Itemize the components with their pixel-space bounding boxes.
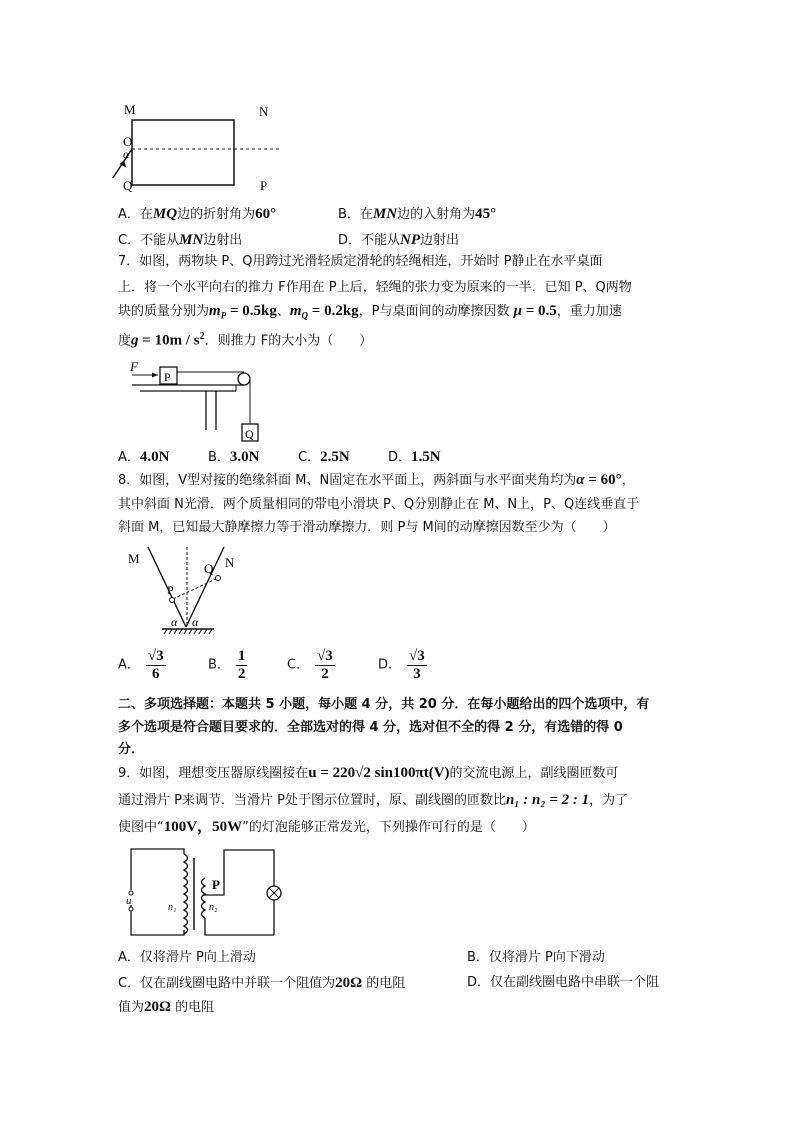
math: m	[289, 303, 302, 319]
option-math: MN	[372, 206, 398, 222]
fraction	[407, 648, 427, 683]
math: = 60°	[584, 472, 622, 488]
q7-option-b[interactable]	[208, 448, 260, 467]
label-P: P	[260, 178, 268, 193]
math: = 0.5	[521, 303, 557, 319]
q8-line-3: 斜面 M，已知最大静摩擦力等于滑动摩擦力．则 P与 M间的动摩擦因数至少为（ ）	[118, 520, 616, 535]
label-Q: Q	[123, 178, 133, 193]
option-label: A．	[118, 450, 140, 465]
figure-pulley-blocks	[118, 358, 258, 440]
denominator: 2	[237, 666, 246, 682]
label-F: F	[130, 359, 138, 374]
option-label: B．	[208, 450, 230, 465]
q7-option-a[interactable]	[118, 448, 170, 467]
q9-option-d[interactable]: D．仅在副线圈电路中串联一个阻	[467, 975, 660, 990]
math: 2	[199, 331, 205, 342]
text: ，P与桌面间的动摩擦因数	[358, 304, 510, 319]
q8-line-1	[118, 471, 635, 490]
figure-refraction-rectangle	[118, 100, 298, 195]
option-text: 边射出	[203, 233, 243, 248]
option-math: MQ	[152, 206, 178, 222]
text: C．仅在副线圈电路中并联一个阻值为	[118, 976, 336, 991]
section-2-heading-line-3: 分．	[118, 742, 145, 757]
text: ”的灯泡能够正常发光，下列操作可行的是（ ）	[242, 820, 535, 835]
math: m	[209, 303, 221, 319]
figure-transformer-circuit	[128, 848, 268, 938]
fraction	[236, 648, 248, 683]
q8-option-c[interactable]	[287, 648, 335, 683]
math: = 0.2kg	[308, 303, 359, 319]
option-text: 边射出	[420, 233, 460, 248]
label-alpha: α	[123, 147, 130, 161]
text: 度	[118, 333, 132, 349]
label-alpha-right: α	[192, 615, 199, 629]
text: 的电阻	[175, 1000, 215, 1015]
q7-option-d[interactable]	[388, 448, 441, 467]
math: α	[576, 472, 585, 488]
option-text: 边的入射角为	[397, 207, 476, 222]
q6-option-a[interactable]	[118, 205, 276, 224]
label-P: P	[212, 877, 220, 892]
label-u: u	[126, 895, 132, 907]
text: 值为	[118, 1000, 145, 1015]
q6-option-d[interactable]	[338, 231, 459, 250]
option-label: C．	[298, 450, 321, 465]
q9-line-1	[118, 764, 619, 783]
label-n2: n₂	[209, 902, 218, 913]
option-value: 1.5N	[411, 449, 441, 465]
text: 8．如图，V型对接的绝缘斜面 M、N固定在水平面上，两斜面与水平面夹角均为	[118, 473, 577, 488]
option-text: 不能从	[361, 233, 401, 248]
option-value: 45°	[475, 206, 497, 222]
q9-option-b[interactable]: B．仅将滑片 P向下滑动	[467, 950, 605, 965]
q8-line-2: 其中斜面 N光滑．两个质量相同的带电小滑块 P、Q分别静止在 M、N上，P、Q连线垂直于	[118, 497, 640, 512]
math: P	[220, 310, 227, 321]
text: ，为了	[589, 793, 629, 808]
q7-line-1: 7．如图，两物块 P、Q用跨过光滑轻质定滑轮的轻绳相连，开始时 P静止在水平桌面	[118, 254, 603, 269]
q7-line-3	[118, 302, 622, 325]
q8-option-a[interactable]	[118, 648, 166, 683]
numerator: 1	[237, 648, 246, 664]
text: ，	[621, 473, 635, 488]
text: ．则推力 F的大小为（ ）	[204, 333, 373, 349]
math: 100V，50W	[163, 819, 243, 835]
q9-line-3	[118, 818, 535, 837]
text: 通过滑片 P来调节．当滑片 P处于图示位置时，原、副线圈的匝数比	[118, 793, 506, 808]
option-label: C．	[287, 657, 310, 673]
option-value: 2.5N	[320, 449, 350, 465]
option-label: D．	[388, 450, 412, 465]
section-2-heading-line-1: 二、多项选择题：本题共 5 小题，每小题 4 分，共 20 分．在每小题给出的四个选项中，有	[118, 697, 650, 712]
label-n1: n₁	[168, 902, 177, 913]
option-value: 60°	[255, 206, 277, 222]
option-math: MN	[179, 232, 204, 248]
option-math: NP	[400, 232, 421, 248]
q6-option-c[interactable]	[118, 231, 242, 250]
option-text: 不能从	[140, 233, 180, 248]
option-label: A．	[118, 657, 140, 673]
numerator: √3	[409, 648, 425, 664]
q6-option-b[interactable]	[338, 205, 496, 224]
q9-line-2	[118, 791, 628, 810]
math: 20Ω	[144, 999, 172, 1015]
numerator: √3	[147, 648, 164, 664]
math: u = 220√2 sin100πt(V)	[308, 765, 450, 781]
option-label: D．	[338, 233, 362, 248]
q9-option-a[interactable]: A．仅将滑片 P向上滑动	[118, 950, 256, 965]
math: Q	[301, 310, 309, 321]
label-N: N	[225, 555, 235, 570]
q8-option-d[interactable]	[378, 648, 427, 683]
q9-option-c[interactable]	[118, 974, 405, 993]
option-label: B．	[338, 207, 360, 222]
label-N: N	[259, 104, 269, 119]
option-text: 边的折射角为	[177, 207, 256, 222]
q8-option-b[interactable]	[208, 648, 247, 683]
label-Q: Q	[245, 427, 254, 441]
math: = 0.5kg	[226, 303, 277, 319]
option-label: D．	[378, 657, 402, 673]
label-alpha-left: α	[171, 615, 178, 629]
label-Q: Q	[204, 561, 214, 576]
option-text: 在	[139, 207, 153, 222]
text: 、	[276, 304, 290, 319]
option-label: B．	[208, 657, 230, 673]
denominator: 6	[152, 666, 160, 682]
text: 的交流电源上，副线圈匝数可	[449, 766, 619, 781]
option-label: A．	[118, 207, 140, 222]
q9-option-d-continued[interactable]	[118, 998, 214, 1017]
numerator: √3	[317, 648, 333, 664]
option-value: 4.0N	[139, 449, 170, 465]
label-M: M	[124, 102, 136, 117]
math: g	[131, 332, 139, 349]
fraction	[146, 648, 166, 683]
option-value: 3.0N	[229, 449, 260, 465]
math: μ	[513, 303, 522, 319]
text: ，重力加速	[556, 304, 622, 319]
q7-line-4	[118, 328, 372, 350]
math: = 10m / s	[138, 332, 200, 349]
label-P: P	[164, 370, 171, 384]
text: 使图中“	[118, 820, 164, 835]
label-O: O	[123, 134, 133, 149]
option-text: 在	[359, 207, 373, 222]
q7-option-c[interactable]	[298, 448, 350, 467]
denominator: 2	[321, 666, 329, 682]
denominator: 3	[413, 666, 421, 682]
section-2-heading-line-2: 多个选项是符合题目要求的．全部选对的得 4 分，选对但不全的得 2 分，有选错的得 0	[118, 720, 623, 735]
text: 的电阻	[366, 976, 406, 991]
math: n₁ : n₂ = 2 : 1	[505, 792, 590, 808]
label-P: P	[167, 583, 174, 597]
q7-line-2: 上．将一个水平向右的推力 F作用在 P上后，轻绳的张力变为原来的一半．已知 P、Q两物	[118, 280, 632, 295]
text: 块的质量分别为	[118, 304, 210, 319]
math: 20Ω	[335, 975, 363, 991]
label-M: M	[128, 551, 140, 566]
figure-v-incline	[118, 545, 238, 635]
option-label: C．	[118, 233, 141, 248]
fraction	[315, 648, 335, 683]
text: 9．如图，理想变压器原线圈接在	[118, 766, 309, 781]
